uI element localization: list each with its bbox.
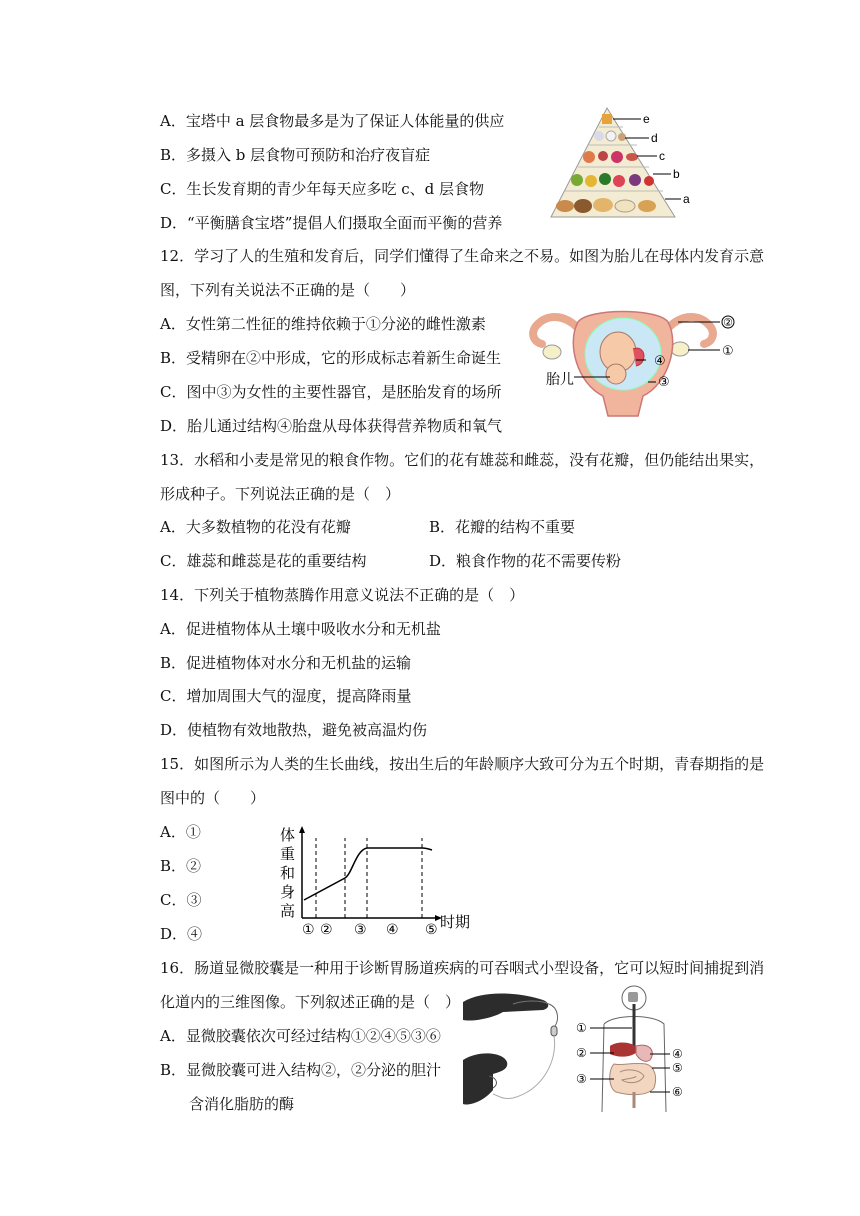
- q14-stem: 14．下列关于植物蒸腾作用意义说法不正确的是（ ）: [160, 586, 525, 604]
- growth-y-label-3: 和: [280, 865, 296, 882]
- q15-option-d: D．④: [160, 925, 203, 943]
- q12-option-a: A．女性第二性征的维持依赖于①分泌的雌性激素: [160, 315, 486, 333]
- q14-option-a: A．促进植物体从土壤中吸收水分和无机盐: [160, 620, 441, 638]
- growth-curve: [304, 848, 432, 900]
- pyramid-label-d: d: [651, 131, 658, 145]
- growth-y-label-1: 体: [280, 827, 296, 844]
- q11-option-c: C．生长发育期的青少年每天应多吃 c、d 层食物: [160, 180, 485, 198]
- q11-option-b: B．多摄入 b 层食物可预防和治疗夜盲症: [160, 146, 431, 164]
- uterus-label-3: ③: [658, 374, 670, 389]
- q11-option-a: A．宝塔中 a 层食物最多是为了保证人体能量的供应: [160, 112, 505, 130]
- q11-option-d: D．“平衡膳食宝塔”提倡人们摄取全面而平衡的营养: [160, 214, 503, 232]
- digestive-label-2: ②: [576, 1046, 587, 1060]
- growth-y-label-5: 高: [280, 903, 296, 920]
- growth-marker-1: ①: [302, 921, 315, 937]
- q16-stem-line1: 16．肠道显微胶囊是一种用于诊断胃肠道疾病的可吞咽式小型设备，它可以短时间捕捉到消: [160, 959, 765, 977]
- food-pyramid-figure: [545, 103, 705, 223]
- pyramid-label-b: b: [673, 167, 680, 181]
- q14-option-d: D．使植物有效地散热，避免被高温灼伤: [160, 721, 428, 739]
- q12-stem-line2: 图，下列有关说法不正确的是（ ）: [160, 281, 416, 299]
- q13-option-d: D．粮食作物的花不需要传粉: [429, 552, 622, 570]
- digestive-label-4: ④: [672, 1047, 683, 1061]
- pyramid-label-e: e: [643, 112, 650, 126]
- growth-marker-3: ③: [354, 921, 367, 937]
- uterus-label-1: ①: [722, 343, 734, 358]
- digestive-label-1: ①: [576, 1021, 587, 1035]
- q13-option-b: B．花瓣的结构不重要: [429, 518, 576, 536]
- uterus-label-2: ②: [723, 317, 733, 329]
- q15-stem-line2: 图中的（ ）: [160, 789, 266, 807]
- q12-option-d: D．胎儿通过结构④胎盘从母体获得营养物质和氧气: [160, 417, 503, 435]
- q13-stem-line1: 13．水稻和小麦是常见的粮食作物。它们的花有雄蕊和雌蕊，没有花瓣，但仍能结出果实，: [160, 451, 765, 469]
- q15-option-c: C．③: [160, 891, 202, 909]
- growth-y-label-4: 身: [280, 884, 296, 901]
- q15-stem-line1: 15．如图所示为人类的生长曲线，按出生后的年龄顺序大致可分为五个时期，青春期指的是: [160, 755, 765, 773]
- q16-option-a: A．显微胶囊依次可经过结构①②④⑤③⑥: [160, 1027, 441, 1045]
- digestive-label-3: ③: [576, 1072, 587, 1086]
- q13-option-c: C．雄蕊和雌蕊是花的重要结构: [160, 552, 367, 570]
- growth-x-label: 时期: [440, 914, 471, 931]
- q15-option-a: A．①: [160, 823, 201, 841]
- q14-option-b: B．促进植物体对水分和无机盐的运输: [160, 654, 412, 672]
- growth-marker-4: ④: [386, 921, 399, 937]
- q13-option-a: A．大多数植物的花没有花瓣: [160, 518, 351, 536]
- growth-marker-5: ⑤: [425, 921, 438, 937]
- q15-option-b: B．②: [160, 857, 202, 875]
- q12-stem-line1: 12．学习了人的生殖和发育后，同学们懂得了生命来之不易。如图为胎儿在母体内发育示意: [160, 247, 765, 265]
- q16-option-b: B．显微胶囊可进入结构②，②分泌的胆汁: [160, 1061, 442, 1079]
- q12-option-b: B．受精卵在②中形成，它的形成标志着新生命诞生: [160, 349, 502, 367]
- growth-marker-2: ②: [320, 921, 333, 937]
- uterus-label-4: ④: [654, 353, 666, 368]
- q13-stem-line2: 形成种子。下列说法正确的是（ ）: [160, 485, 401, 503]
- growth-curve-figure: [272, 826, 482, 938]
- q12-option-c: C．图中③为女性的主要性器官，是胚胎发育的场所: [160, 383, 502, 401]
- digestive-label-5: ⑤: [672, 1061, 683, 1075]
- pyramid-label-c: c: [659, 149, 665, 163]
- q16-option-b-continued: 含消化脂肪的酶: [189, 1095, 295, 1113]
- capsule-hand-photo: [463, 990, 583, 1110]
- digestive-system-figure: [574, 984, 692, 1112]
- q16-stem-line2: 化道内的三维图像。下列叙述正确的是（ ）: [160, 993, 461, 1011]
- pyramid-label-a: a: [683, 192, 690, 206]
- q14-option-c: C．增加周围大气的湿度，提高降雨量: [160, 687, 412, 705]
- fetus-in-uterus-figure: [528, 304, 748, 422]
- fetus-label: 胎儿: [546, 371, 574, 387]
- digestive-label-6: ⑥: [672, 1085, 683, 1099]
- growth-y-label-2: 重: [280, 846, 296, 863]
